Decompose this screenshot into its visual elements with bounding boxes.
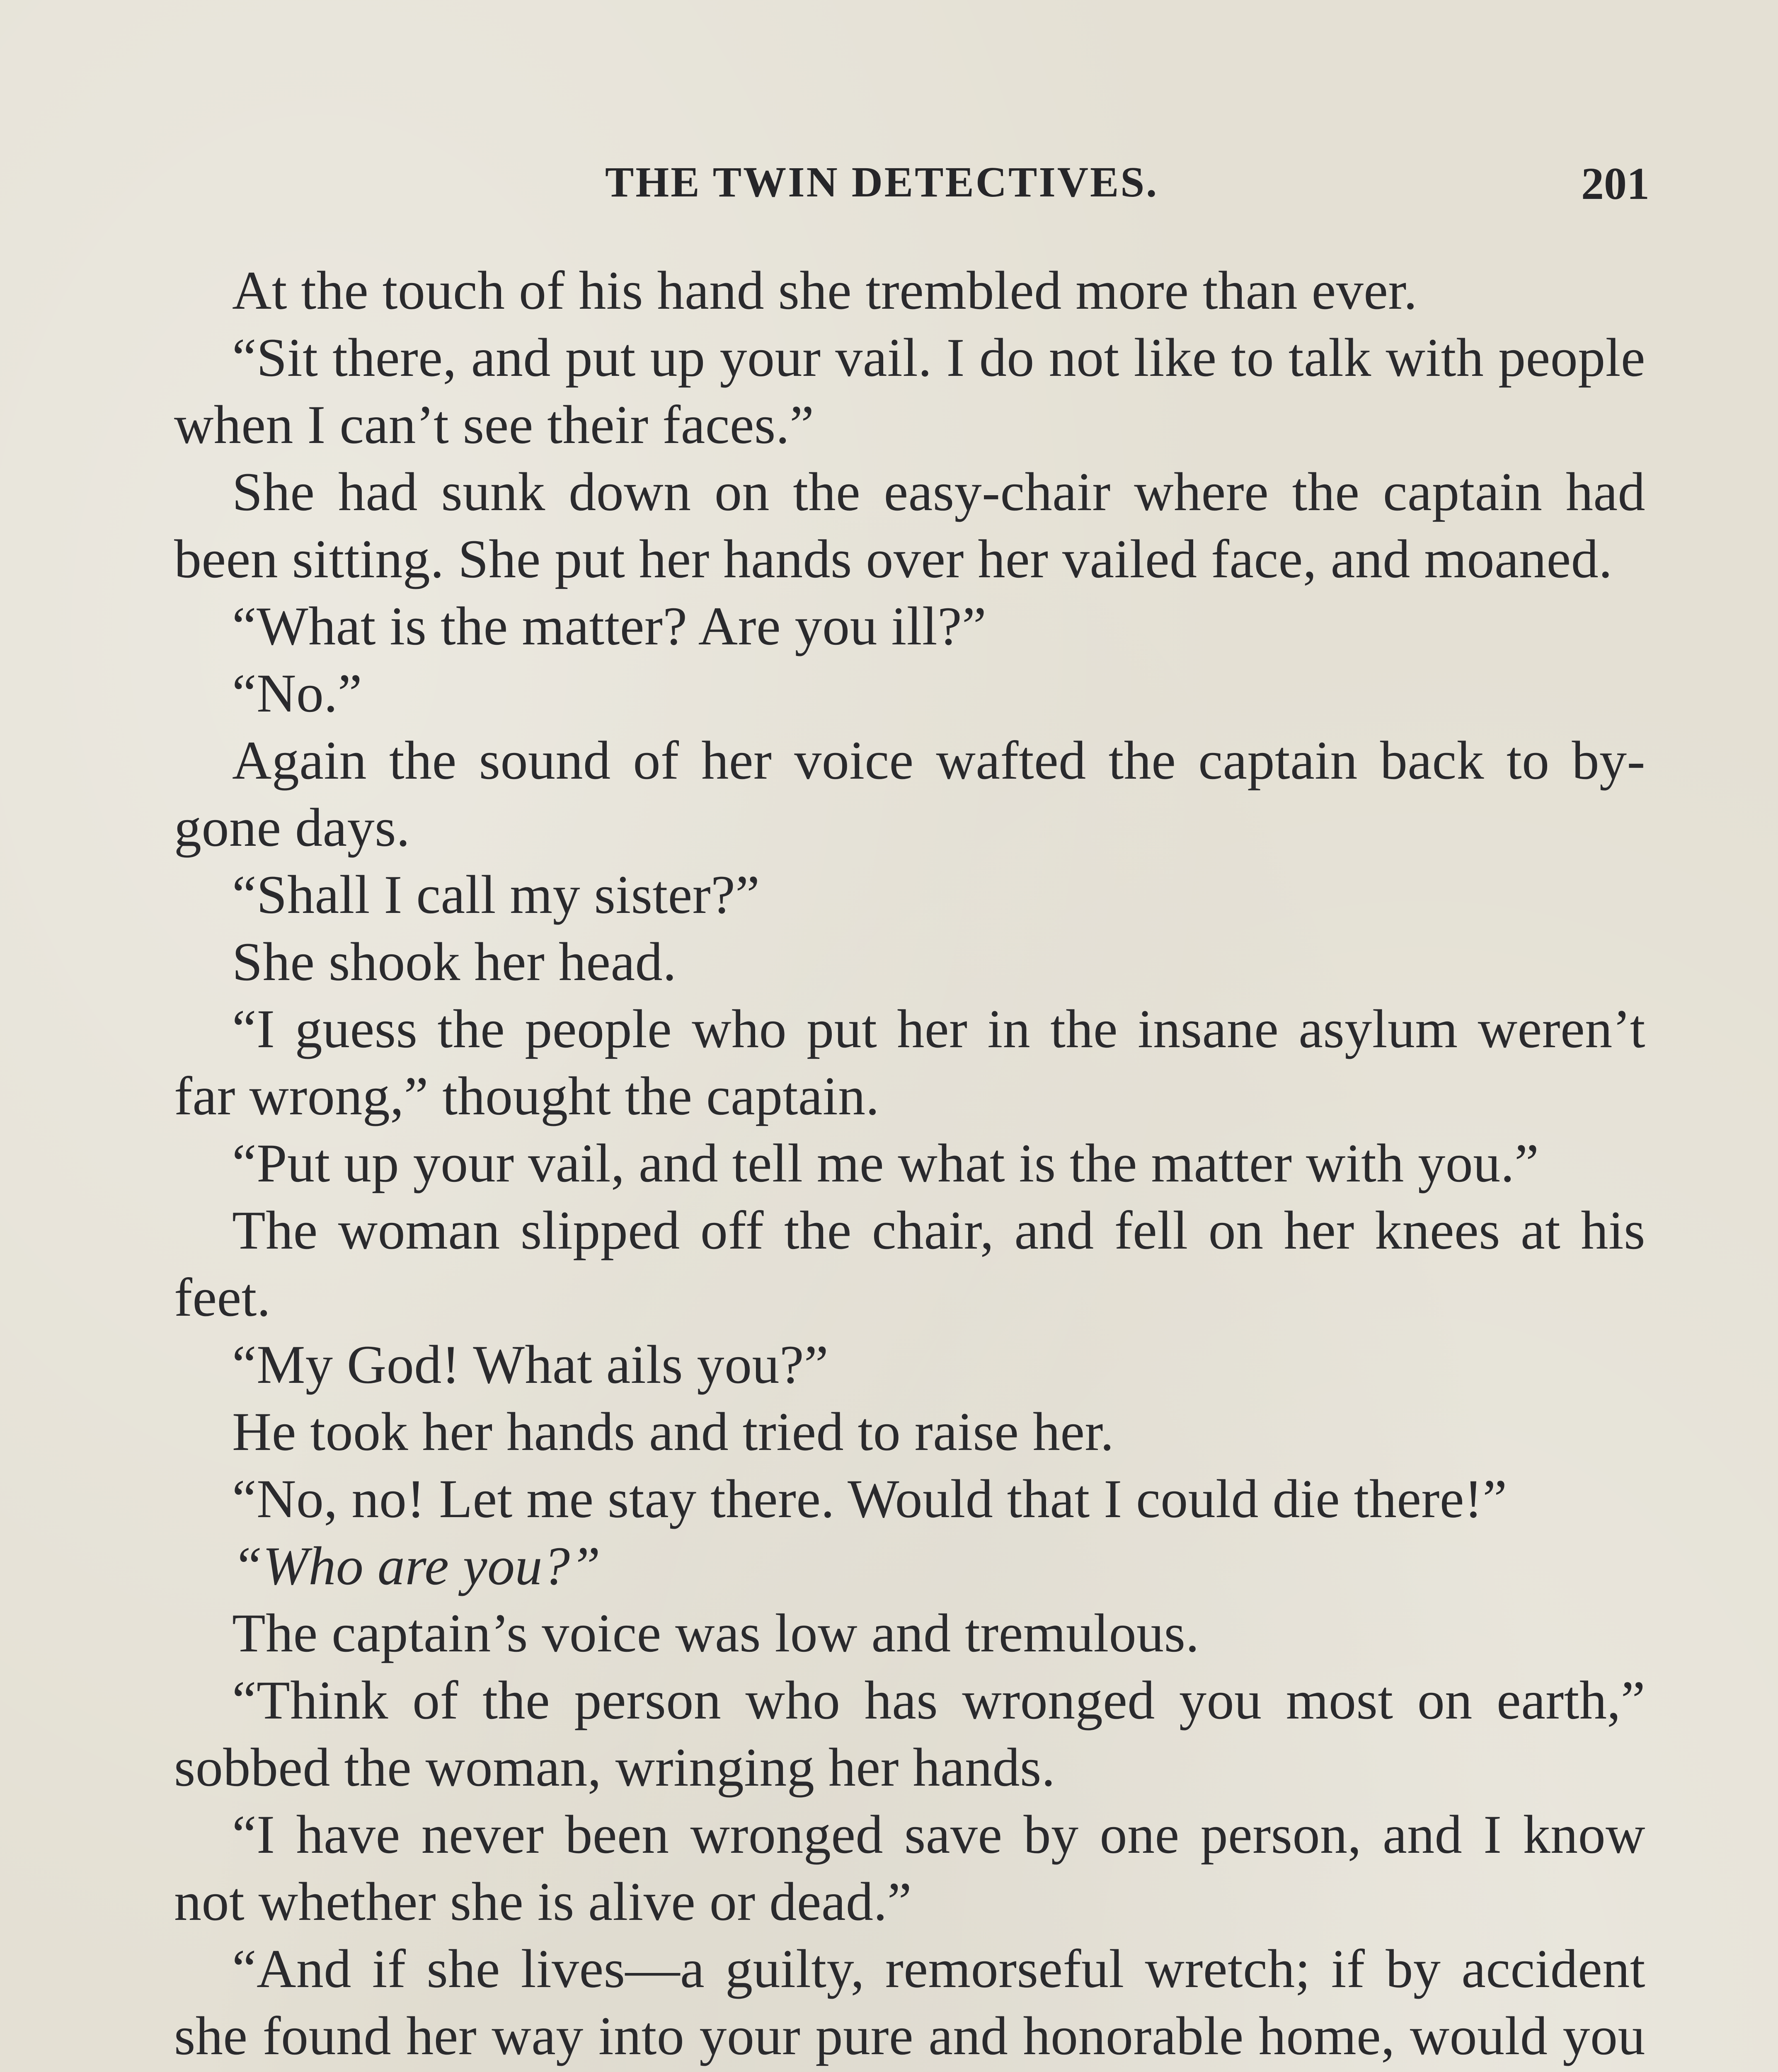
paragraph: Again the sound of her voice wafted the captain back to by-gone days. <box>174 730 1645 858</box>
paragraph: She had sunk down on the easy-chair where the captain had been sitting. She put her hands over her vailed face, and moaned. <box>174 461 1645 589</box>
paragraph: He took her hands and tried to raise her. <box>232 1401 1114 1462</box>
paragraph: “What is the matter? Are you ill?” <box>232 595 987 656</box>
page-number: 201 <box>1581 158 1650 209</box>
running-head-title: THE TWIN DETECTIVES. <box>605 158 1159 206</box>
paragraph: She shook her head. <box>232 931 677 992</box>
paragraph: “I have never been wronged save by one person, and I know not whether she is alive or dead.” <box>174 1804 1645 1932</box>
paragraph: At the touch of his hand she trembled more than ever. <box>232 260 1418 321</box>
paragraph: “My God! What ails you?” <box>232 1334 829 1395</box>
paragraph: “Sit there, and put up your vail. I do not like to talk with people when I can’t see their faces.” <box>174 327 1645 455</box>
paragraph: “No.” <box>232 663 363 724</box>
paragraph: “Shall I call my sister?” <box>232 864 760 925</box>
body-text <box>174 257 1645 2072</box>
paragraph: “I guess the people who put her in the insane asylum weren’t far wrong,” thought the captain. <box>174 998 1645 1126</box>
paragraph-italic: “Who are you?” <box>232 1535 601 1596</box>
paragraph: “Put up your vail, and tell me what is the matter with you.” <box>232 1133 1539 1193</box>
paragraph: “No, no! Let me stay there. Would that I could die there!” <box>232 1468 1507 1529</box>
paragraph: The captain’s voice was low and tremulous. <box>232 1602 1200 1663</box>
paragraph: The woman slipped off the chair, and fell on her knees at his feet. <box>174 1200 1645 1328</box>
paragraph: “Think of the person who has wronged you most on earth,” sobbed the woman, wringing her hands. <box>174 1670 1645 1798</box>
paragraph: “And if she lives—a guilty, remorseful wretch; if by accident she found her way into your pure and honorable home, would you <box>174 1938 1645 2066</box>
